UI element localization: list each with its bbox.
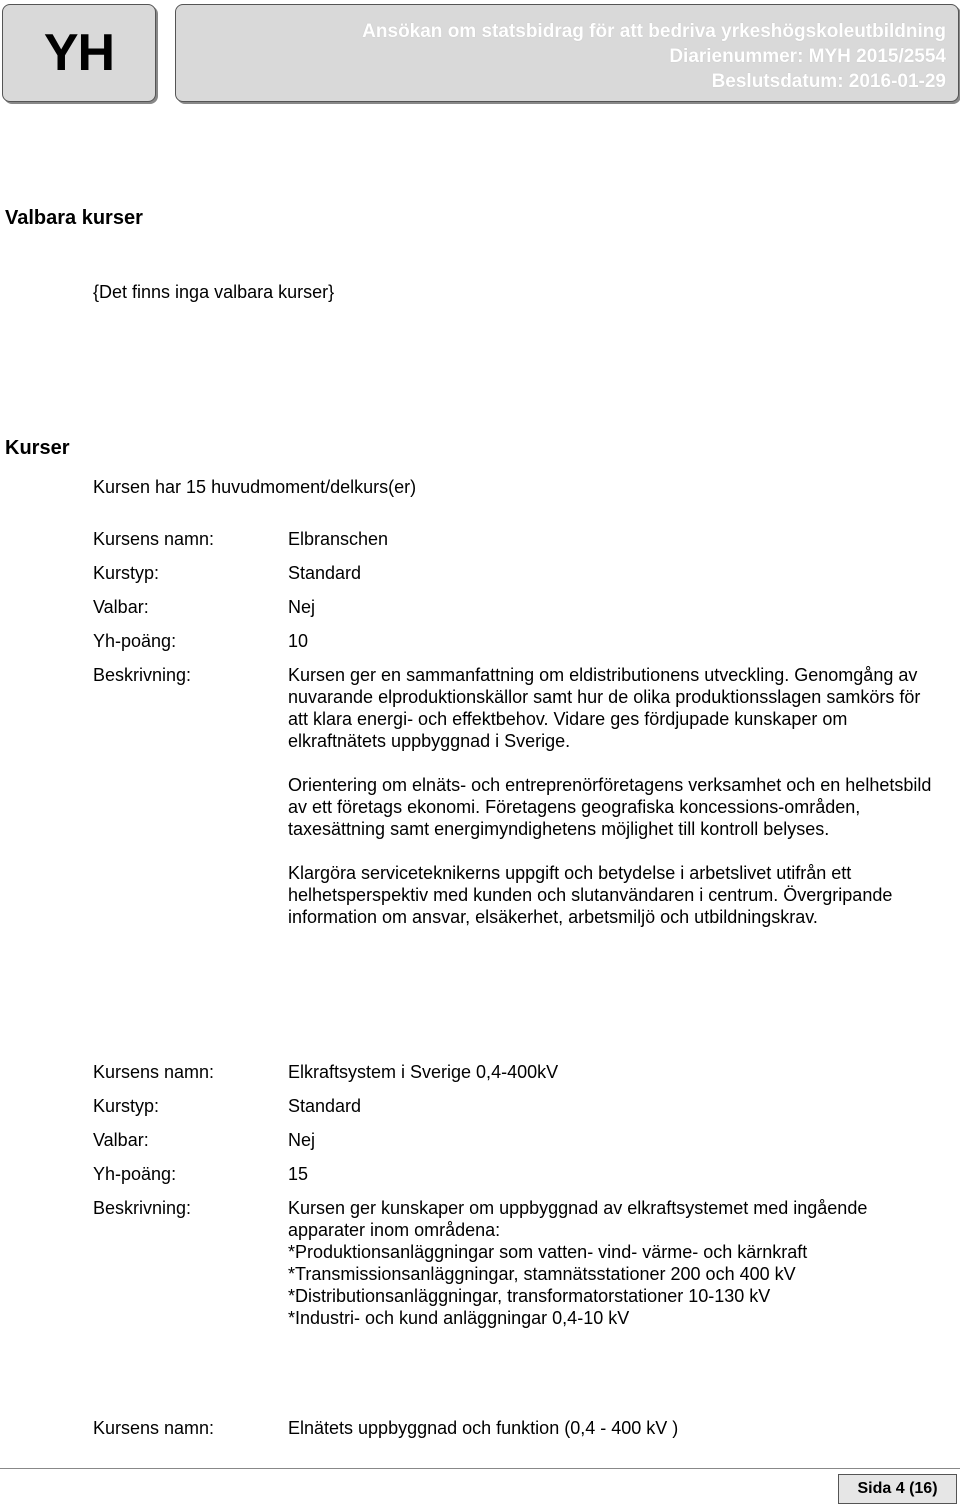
- valbara-empty-text: {Det finns inga valbara kurser}: [93, 282, 335, 302]
- course-type-label: Kurstyp:: [93, 563, 160, 583]
- course-valbar: Nej: [288, 597, 316, 617]
- course-type-label: Kurstyp:: [93, 1096, 160, 1116]
- diarienummer: Diarienummer: MYH 2015/2554: [669, 46, 946, 67]
- course-description-label: Beskrivning:: [93, 665, 192, 685]
- valbara-kurser-heading: Valbara kurser: [5, 207, 143, 229]
- footer-divider: [0, 1468, 960, 1469]
- course-description: [288, 664, 938, 928]
- kurser-heading: Kurser: [5, 437, 70, 459]
- course-name-label: Kursens namn:: [93, 1062, 215, 1082]
- course-name: Elkraftsystem i Sverige 0,4-400kV: [288, 1062, 559, 1082]
- description-paragraph: Orientering om elnäts- och entreprenörföretagens verksamhet och en helhetsbild av ett företags ekonomi. Företagens geografiska koncessions-områden, taxesättning samt energimyndighetens möjlighet till kontroll belyses.: [288, 775, 932, 839]
- course-valbar-label: Valbar:: [93, 1130, 149, 1150]
- course-name: Elnätets uppbyggnad och funktion (0,4 - 400 kV ): [288, 1418, 679, 1438]
- logo-text: YH: [43, 24, 115, 82]
- course-points-label: Yh-poäng:: [93, 631, 177, 651]
- course-name: Elbranschen: [288, 529, 389, 549]
- description-line: *Transmissionsanläggningar, stamnätsstationer 200 och 400 kV: [288, 1264, 796, 1284]
- document-title: Ansökan om statsbidrag för att bedriva yrkeshögskoleutbildning: [362, 21, 946, 42]
- course-name-label: Kursens namn:: [93, 1418, 215, 1438]
- description-paragraph: Kursen ger en sammanfattning om eldistributionens utveckling. Genomgång av nuvarande elproduktionskällor samt hur de olika produktionsslagen samkörs för att klara energi- och effektbehov. Vidare ges fördjupade kunskaper om elkraftnätets uppbyggnad i Sverige.: [288, 665, 921, 751]
- course-name-label: Kursens namn:: [93, 529, 215, 549]
- description-paragraph: Klargöra serviceteknikerns uppgift och betydelse i arbetslivet utifrån ett helhetsperspektiv med kunden och slutanvändaren i centrum. Övergripande information om ansvar, elsäkerhet, arbetsmiljö och utbildningskrav.: [288, 863, 893, 927]
- description-line: *Distributionsanläggningar, transformatorstationer 10-130 kV: [288, 1286, 771, 1306]
- course-points: 15: [288, 1164, 309, 1184]
- course-type: Standard: [288, 1096, 362, 1116]
- course-points-label: Yh-poäng:: [93, 1164, 177, 1184]
- description-line: *Produktionsanläggningar som vatten- vind- värme- och kärnkraft: [288, 1242, 808, 1262]
- course-description: [288, 1197, 938, 1329]
- course-points: 10: [288, 631, 309, 651]
- beslutsdatum: Beslutsdatum: 2016-01-29: [711, 71, 946, 92]
- document-header: [175, 4, 959, 102]
- course-valbar: Nej: [288, 1130, 316, 1150]
- course-type: Standard: [288, 563, 362, 583]
- kurser-summary: Kursen har 15 huvudmoment/delkurs(er): [93, 477, 417, 497]
- page-number: Sida 4 (16): [838, 1474, 957, 1504]
- logo: [2, 4, 156, 102]
- course-valbar-label: Valbar:: [93, 597, 149, 617]
- description-paragraph: Kursen ger kunskaper om uppbyggnad av elkraftsystemet med ingående apparater inom områdena:: [288, 1198, 868, 1240]
- description-line: *Industri- och kund anläggningar 0,4-10 kV: [288, 1308, 630, 1328]
- course-description-label: Beskrivning:: [93, 1198, 192, 1218]
